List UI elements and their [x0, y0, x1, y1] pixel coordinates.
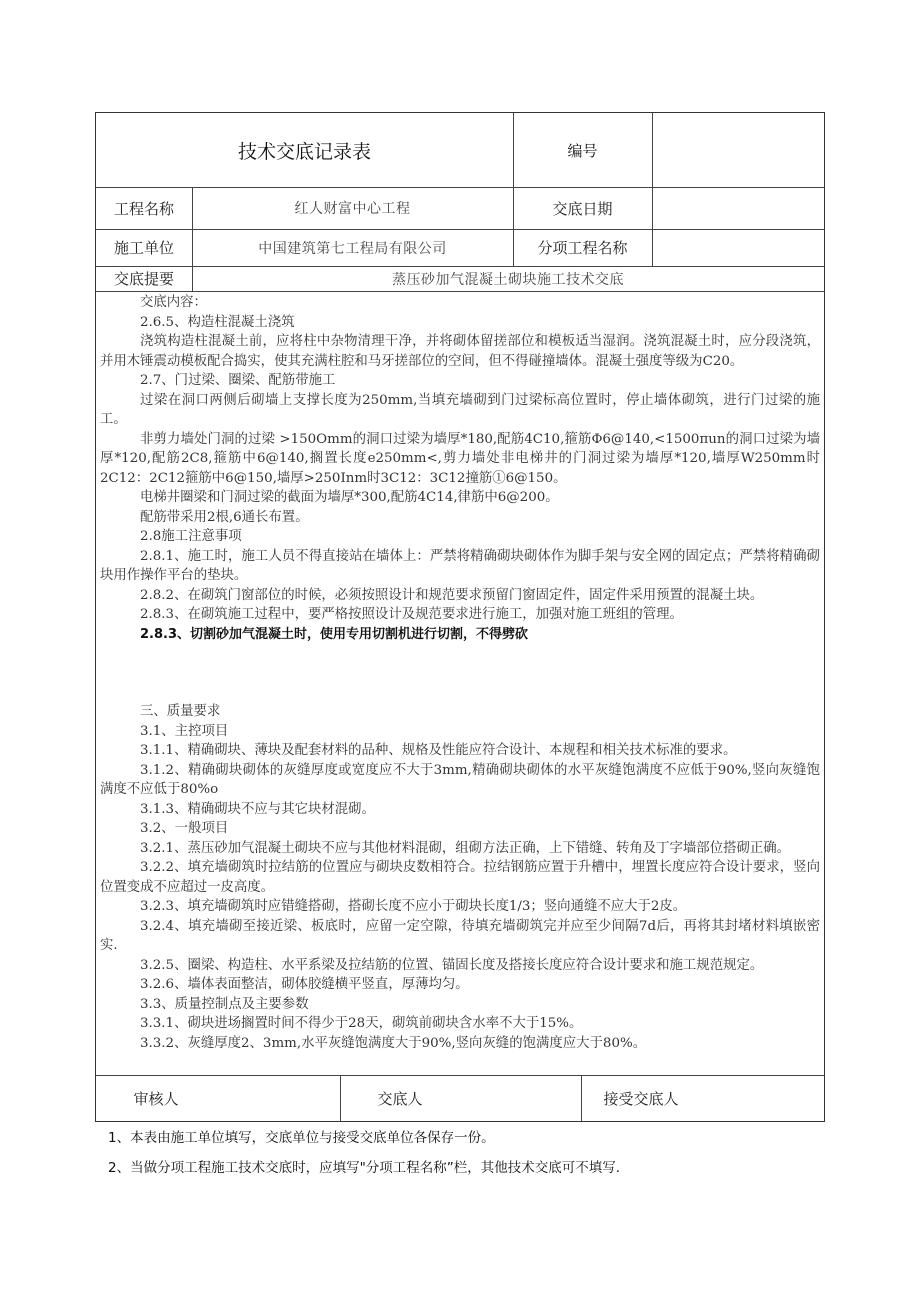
footnote: 1、本表由施工单位填写，交底单位与接受交底单位各保存一份。 [108, 1130, 495, 1146]
section-heading: 三、质量要求 [140, 704, 221, 719]
construction-unit-value: 中国建筑第七工程局有限公司 [258, 240, 447, 257]
content-paragraph: 3.2、一般项目 [140, 821, 229, 836]
summary-value: 蒸压砂加气混凝土砌块施工技术交底 [392, 271, 624, 288]
content-paragraph: 2.8施工注意事项 [140, 529, 242, 544]
content-paragraph: 配筋带采用2根,6通长布置。 [140, 509, 309, 525]
content-paragraph: 2.7、门过梁、圈梁、配筋带施工 [140, 373, 336, 388]
construction-unit-label: 施工单位 [113, 239, 174, 257]
content-paragraph: 3.2.1、蒸压砂加气混凝土砌块不应与其他材料混砌，组砌方法正确，上下错缝、转角及丁字墙部位搭砌正确。 [140, 840, 791, 856]
disclosure-date-label: 交底日期 [552, 199, 613, 218]
content-paragraph: 3.2.5、圈梁、构造柱、水平系梁及拉结筋的位置、锚固长度及搭接长度应符合设计要求和施工规范规定。 [140, 957, 764, 973]
content-paragraph: 3.2.3、填充墙砌筑时应错缝搭砌，搭砌长度不应小于砌块长度1/3；竖向通缝不应大于2皮。 [140, 899, 687, 914]
content-paragraph: 浇筑构造柱混凝土前，应将柱中杂物清理干净，并将砌体留搓部位和模板适当湿润。浇筑混凝土时，应分段浇筑，并用木锤震动模板配合捣实，使其充满柱腔和马牙搓部位的空间，但不得碰撞墙体。混凝土强度等级为C20。 [100, 334, 820, 369]
content-paragraph: 2.6.5、构造柱混凝土浇筑 [140, 314, 295, 330]
discloser-label: 交底人 [377, 1089, 423, 1108]
content-paragraph: 过梁在洞口两侧后砌墙上支撑长度为250mm,当填充墙砌到门过梁标高位置时，停止墙体砌筑，进行门过梁的施工。 [100, 392, 820, 427]
content-paragraph: 非剪力墙处门洞的过梁 >150Omm的洞口过梁为墙厚*180,配筋4C10,箍筋Φ6@140,<1500πun的洞口过梁为墙厚*120,配筋2C8,箍筋中6@140,搁置长度e250mm<,剪力墙处非电梯井的门洞过梁为墙厚*120,墙厚W250mm时2C12：2C12箍筋中6@150,墙厚>250Inm时3C12：3C12撞筋①6@150。 [100, 431, 820, 486]
content-paragraph: 交底内容： [140, 295, 207, 310]
content-paragraph: 2.8.1、施工时，施工人员不得直接站在墙体上：严禁将精确砌块砌体作为脚手架与安全网的固定点；严禁将精确砌块用作操作平台的垫块。 [100, 548, 820, 583]
content-paragraph: 2.8.3、切割砂加气混凝土时，使用专用切割机进行切割，不得劈砍 [140, 626, 529, 642]
content-paragraph: 3.2.6、墙体表面整洁，砌体胶缝横平竖直，厚薄均匀。 [140, 977, 469, 992]
content-paragraph: 3.3.1、砌块进场搁置时间不得少于28天，砌筑前砌块含水率不大于15%。 [140, 1016, 583, 1031]
project-name-label: 工程名称 [113, 199, 174, 218]
content-paragraph: 3.1.3、精确砌块不应与其它块材混砌。 [140, 801, 375, 817]
content-paragraph: 2.8.3、在砌筑施工过程中，要严格按照设计及规范要求进行施工，加强对施工班组的管理。 [140, 607, 683, 622]
content-paragraph: 3.1、主控项目 [140, 723, 229, 739]
receiver-label: 接受交底人 [603, 1089, 679, 1108]
disclosure-content [96, 291, 824, 1075]
sub-project-value[interactable] [652, 229, 824, 266]
footnote: 2、当做分项工程施工技术交底时，应填写"分项工程名称”栏，其他技术交底可不填写. [108, 1160, 621, 1176]
content-paragraph: 3.1.2、精确砌块砌体的灰缝厚度或宽度应不大于3mm,精确砌块砌体的水平灰缝饱满度不应低于90%,竖向灰缝饱满度不应低于80%o [100, 762, 820, 797]
content-paragraph: 3.2.4、填充墙砌至接近梁、板底时，应留一定空隙，待填充墙砌筑完并应至少间隔7d后，再将其封堵材料填嵌密实. [100, 918, 820, 953]
content-paragraph: 2.8.2、在砌筑门窗部位的时候，必须按照设计和规范要求预留门窗固定件，固定件采用预置的混凝土块。 [140, 587, 764, 603]
number-value[interactable] [652, 113, 824, 187]
number-label: 编号 [567, 141, 598, 160]
footnotes [108, 1123, 828, 1183]
content-paragraph: 3.3.2、灰缝厚度2、3mm,水平灰缝饱满度大于90%,竖向灰缝的饱满度应大于80%。 [140, 1035, 647, 1051]
content-paragraph: 3.1.1、精确砌块、薄块及配套材料的品种、规格及性能应符合设计、本规程和相关技术标准的要求。 [140, 743, 737, 758]
content-paragraph: 电梯井圈梁和门洞过梁的截面为墙厚*300,配筋4C14,律筋中6@200。 [140, 490, 559, 505]
sub-project-label: 分项工程名称 [537, 239, 628, 257]
content-paragraph: 3.3、质量控制点及主要参数 [140, 996, 309, 1012]
reviewer-label: 审核人 [133, 1089, 179, 1108]
disclosure-date-value[interactable] [652, 187, 824, 229]
project-name-value: 红人财富中心工程 [294, 201, 411, 217]
record-table [95, 112, 825, 1122]
form-title: 技术交底记录表 [237, 140, 371, 163]
content-paragraph: 3.2.2、填充墙砌筑时拉结筋的位置应与砌块皮数相符合。拉结钢筋应置于升槽中，埋置长度应符合设计要求，竖向位置变成不应超过一皮高度。 [100, 860, 820, 895]
summary-label: 交底提要 [113, 270, 174, 288]
